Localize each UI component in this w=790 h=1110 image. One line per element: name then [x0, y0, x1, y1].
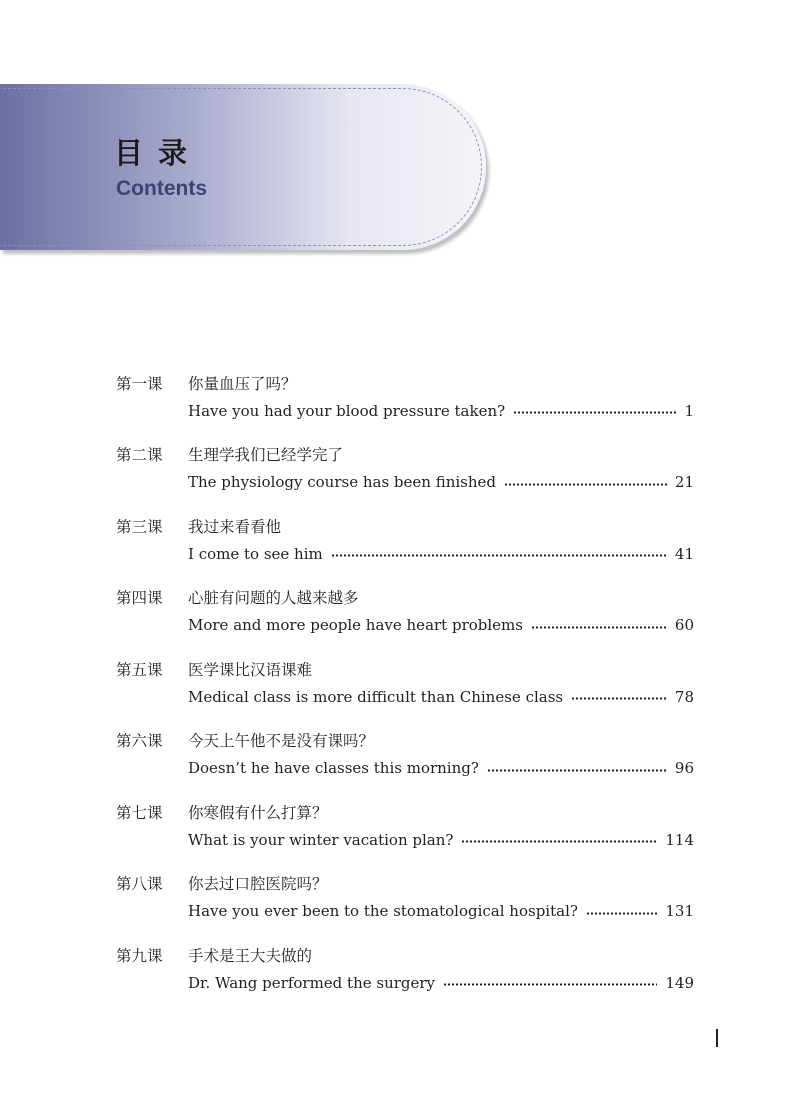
dot-leader [586, 912, 657, 915]
lesson-title-en: Have you ever been to the stomatological hospital? [188, 902, 578, 920]
lesson-number: 第九课 [116, 946, 163, 965]
toc-entry-lesson-5[interactable] [116, 654, 694, 726]
dot-leader [487, 769, 667, 772]
dot-leader [531, 626, 667, 629]
toc-entry-lesson-3[interactable] [116, 511, 694, 583]
lesson-number: 第五课 [116, 660, 163, 679]
lesson-title-en: What is your winter vacation plan? [188, 830, 454, 849]
lesson-number: 第四课 [116, 589, 163, 607]
dot-leader [513, 411, 676, 414]
page-number: 114 [665, 830, 694, 849]
header-banner [0, 84, 486, 250]
toc-entry-lesson-9[interactable] [116, 940, 694, 1012]
lesson-number: 第二课 [116, 446, 163, 464]
toc-entry-lesson-2[interactable] [116, 440, 694, 512]
lesson-title-en: Have you had your blood pressure taken? [188, 401, 506, 420]
page-number: 1 [684, 401, 694, 420]
lesson-number: 第七课 [116, 803, 163, 822]
page-number: 131 [665, 902, 694, 920]
page-number: 21 [674, 473, 694, 491]
page-number: 149 [665, 973, 694, 992]
dot-leader [504, 483, 667, 486]
lesson-title-cn: 你量血压了吗？ [188, 374, 297, 393]
toc-entry-lesson-7[interactable] [116, 797, 694, 869]
lesson-title-en: Medical class is more difficult than Chinese class [188, 687, 564, 706]
lesson-number: 第一课 [116, 374, 163, 393]
table-of-contents [116, 368, 694, 1012]
page-edge-marker [716, 1029, 718, 1047]
lesson-title-cn: 你去过口腔医院吗？ [188, 875, 328, 893]
dot-leader [443, 983, 657, 986]
page-number: 96 [674, 759, 694, 777]
page-title-en: Contents [116, 177, 207, 200]
lesson-title-cn: 心脏有问题的人越来越多 [188, 589, 359, 607]
lesson-title-en: Doesn’t he have classes this morning? [188, 759, 479, 777]
lesson-title-cn: 手术是王大夫做的 [188, 946, 313, 965]
toc-entry-lesson-1[interactable] [116, 368, 694, 440]
toc-entry-lesson-6[interactable] [116, 726, 694, 798]
lesson-number: 第三课 [116, 517, 163, 536]
dot-leader [331, 554, 667, 557]
toc-entry-lesson-4[interactable] [116, 583, 694, 655]
lesson-title-cn: 我过来看看他 [188, 517, 282, 536]
lesson-title-cn: 生理学我们已经学完了 [188, 446, 344, 464]
toc-entry-lesson-8[interactable] [116, 869, 694, 941]
page-title-cn: 目录 [114, 136, 203, 170]
page-number: 41 [674, 544, 694, 563]
page-number: 60 [674, 616, 694, 634]
lesson-title-en: More and more people have heart problems [188, 616, 523, 634]
lesson-title-en: Dr. Wang performed the surgery [188, 973, 436, 992]
lesson-title-cn: 医学课比汉语课难 [188, 660, 313, 679]
lesson-title-cn: 你寒假有什么打算？ [188, 803, 328, 822]
lesson-title-cn: 今天上午他不是没有课吗？ [188, 732, 375, 750]
dot-leader [461, 840, 657, 843]
lesson-number: 第六课 [116, 732, 163, 750]
page-number: 78 [674, 687, 694, 706]
lesson-title-en: The physiology course has been finished [188, 473, 497, 491]
lesson-title-en: I come to see him [188, 544, 323, 563]
dot-leader [571, 697, 667, 700]
lesson-number: 第八课 [116, 875, 163, 893]
